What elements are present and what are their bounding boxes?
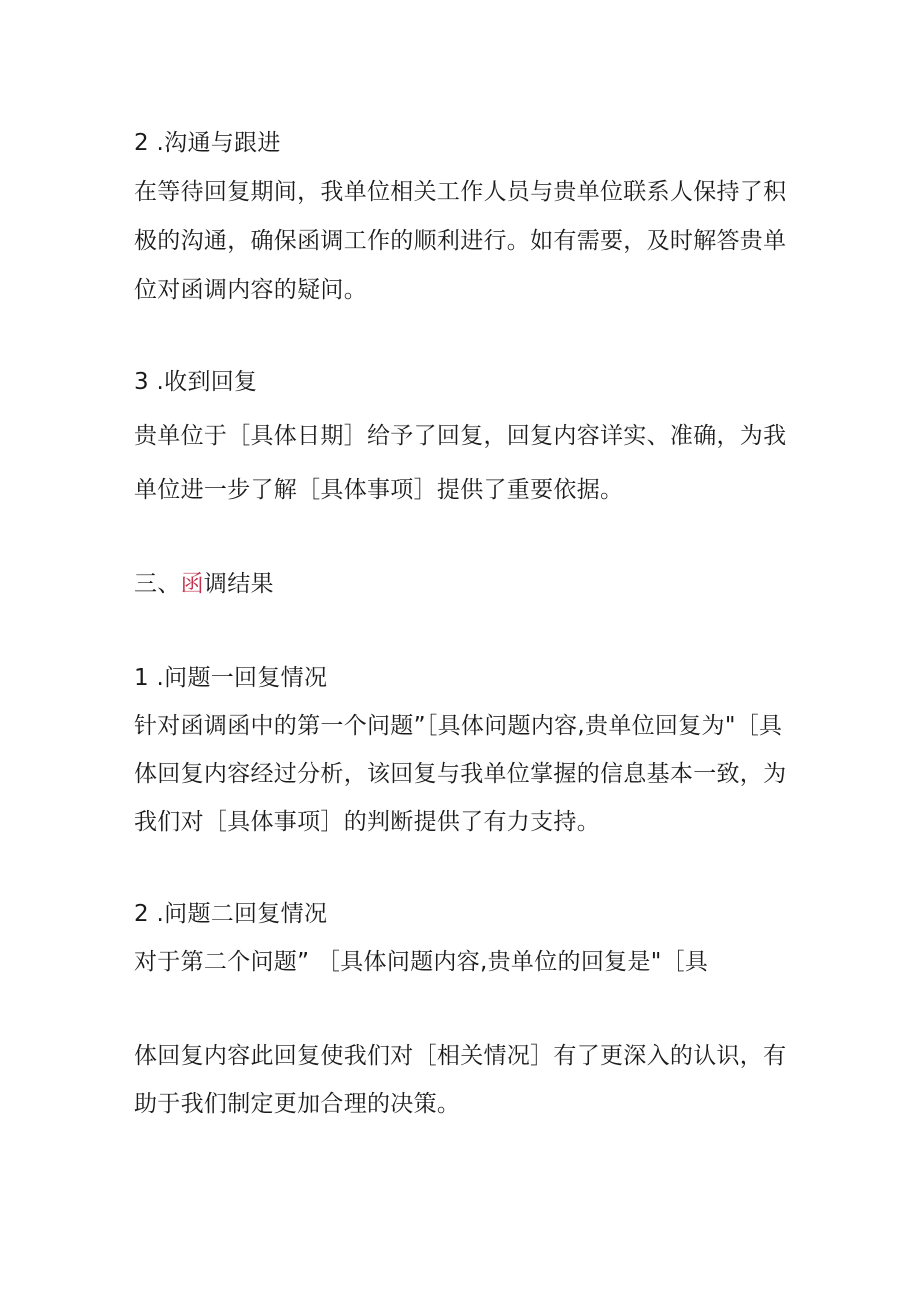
paragraph-line: 体回复内容此回复使我们对［相关情况］有了更深入的认识，有 xyxy=(134,1043,787,1069)
paragraph-line: 贵单位于［具体日期］给予了回复，回复内容详实、准确，为我 xyxy=(134,423,787,449)
section-heading-rest: 调结果 xyxy=(203,571,274,597)
paragraph-line: 位对函调内容的疑问。 xyxy=(134,277,367,303)
paragraph-line: 我们对［具体事项］的判断提供了有力支持。 xyxy=(134,809,600,835)
section-heading-accent: 函 xyxy=(180,571,204,597)
subsection-heading-reply-received: 3 .收到回复 xyxy=(134,369,258,395)
section-heading-prefix: 三、 xyxy=(134,571,181,597)
paragraph-line: 助于我们制定更加合理的决策。 xyxy=(134,1091,461,1117)
paragraph-line: 极的沟通，确保函调工作的顺利进行。如有需要，及时解答贵单 xyxy=(134,228,787,254)
paragraph-line: 体回复内容经过分析，该回复与我单位掌握的信息基本一致，为 xyxy=(134,761,787,787)
section-heading-results xyxy=(134,569,274,599)
subsection-heading-question-1: 1 .问题一回复情况 xyxy=(134,665,328,691)
subsection-heading-communication: 2 .沟通与跟进 xyxy=(134,130,281,156)
paragraph-line: 在等待回复期间，我单位相关工作人员与贵单位联系人保持了积 xyxy=(134,179,787,205)
paragraph-line: 针对函调函中的第一个问题”［具体问题内容,贵单位回复为"［具 xyxy=(134,713,783,739)
paragraph-line: 对于第二个问题” ［具体问题内容,贵单位的回复是"［具 xyxy=(134,949,709,975)
paragraph-line: 单位进一步了解［具体事项］提供了重要依据。 xyxy=(134,477,624,503)
subsection-heading-question-2: 2 .问题二回复情况 xyxy=(134,901,328,927)
